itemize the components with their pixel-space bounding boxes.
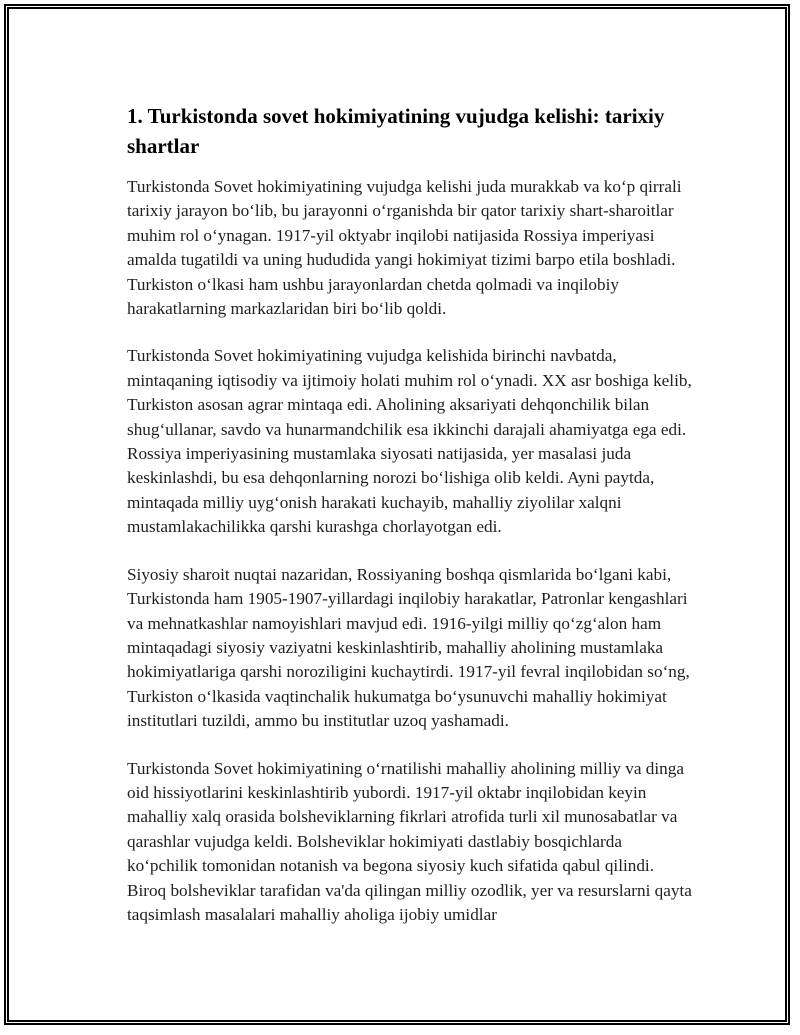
paragraph-2: Turkistonda Sovet hokimiyatining vujudga kelishida birinchi navbatda, mintaqaning iqtisodiy va ijtimoiy holati muhim rol oʻynadi. XX asr boshiga kelib, Turkiston asosan agrar mintaqa edi. Aholining aksariyati dehqonchilik bilan shugʻullanar, savdo va hunarmandchilik esa ikkinchi darajali ahamiyatga ega edi. Rossiya imperiyasining mustamlaka siyosati natijasida, yer masalasi juda keskinlashdi, bu esa dehqonlarning norozi boʻlishiga olib keldi. Ayni paytda, mintaqada milliy uygʻonish harakati kuchayib, mahalliy ziyolilar xalqni mustamlakachilikka qarshi kurashga chorlayotgan edi.: [127, 346, 692, 537]
paragraph-1: Turkistonda Sovet hokimiyatining vujudga kelishi juda murakkab va koʻp qirrali tarixiy jarayon boʻlib, bu jarayonni oʻrganishda bir qator tarixiy shart-sharoitlar muhim rol oʻynagan. 1917-yil oktyabr inqilobi natijasida Rossiya imperiyasi amalda tugatildi va uning hududida yangi hokimiyat tizimi barpo etila boshladi. Turkiston oʻlkasi ham ushbu jarayonlardan chetda qolmadi va inqilobiy harakatlarning markazlaridan biri boʻlib qoldi.: [127, 177, 682, 319]
section-heading: 1. Turkistonda sovet hokimiyatining vujudga kelishi: tarixiy shartlar: [127, 104, 665, 158]
paragraph-4: Turkistonda Sovet hokimiyatining oʻrnatilishi mahalliy aholining milliy va dinga oid hissiyotlarini keskinlashtirib yubordi. 1917-yil oktabr inqilobidan keyin mahalliy xalq orasida bolsheviklarning fikrlari atrofida turli xil munosabatlar va qarashlar vujudga keldi. Bolsheviklar hokimiyati dastlabiy bosqichlarda koʻpchilik tomonidan notanish va begona siyosiy kuch sifatida qabul qilindi. Biroq bolsheviklar tarafidan va'da qilingan milliy ozodlik, yer va resurslarni qayta taqsimlash masalalari mahalliy aholiga ijobiy umidlar: [127, 758, 692, 924]
document-body: [127, 101, 693, 950]
paragraph-3: Siyosiy sharoit nuqtai nazaridan, Rossiyaning boshqa qismlarida boʻlgani kabi, Turkistonda ham 1905-1907-yillardagi inqilobiy harakatlar, Patronlar kengashlari va mehnatkashlar namoyishlari mavjud edi. 1916-yilgi milliy qoʻzgʻalon ham mintaqadagi siyosiy vaziyatni keskinlashtirib, mahalliy aholining mustamlaka hokimiyatlariga qarshi noroziligini kuchaytirdi. 1917-yil fevral inqilobidan soʻng, Turkiston oʻlkasida vaqtinchalik hukumatga boʻysunuvchi mahalliy hokimiyat institutlari tuzildi, ammo bu institutlar uzoq yashamadi.: [127, 564, 690, 731]
page-frame: [4, 4, 790, 1025]
